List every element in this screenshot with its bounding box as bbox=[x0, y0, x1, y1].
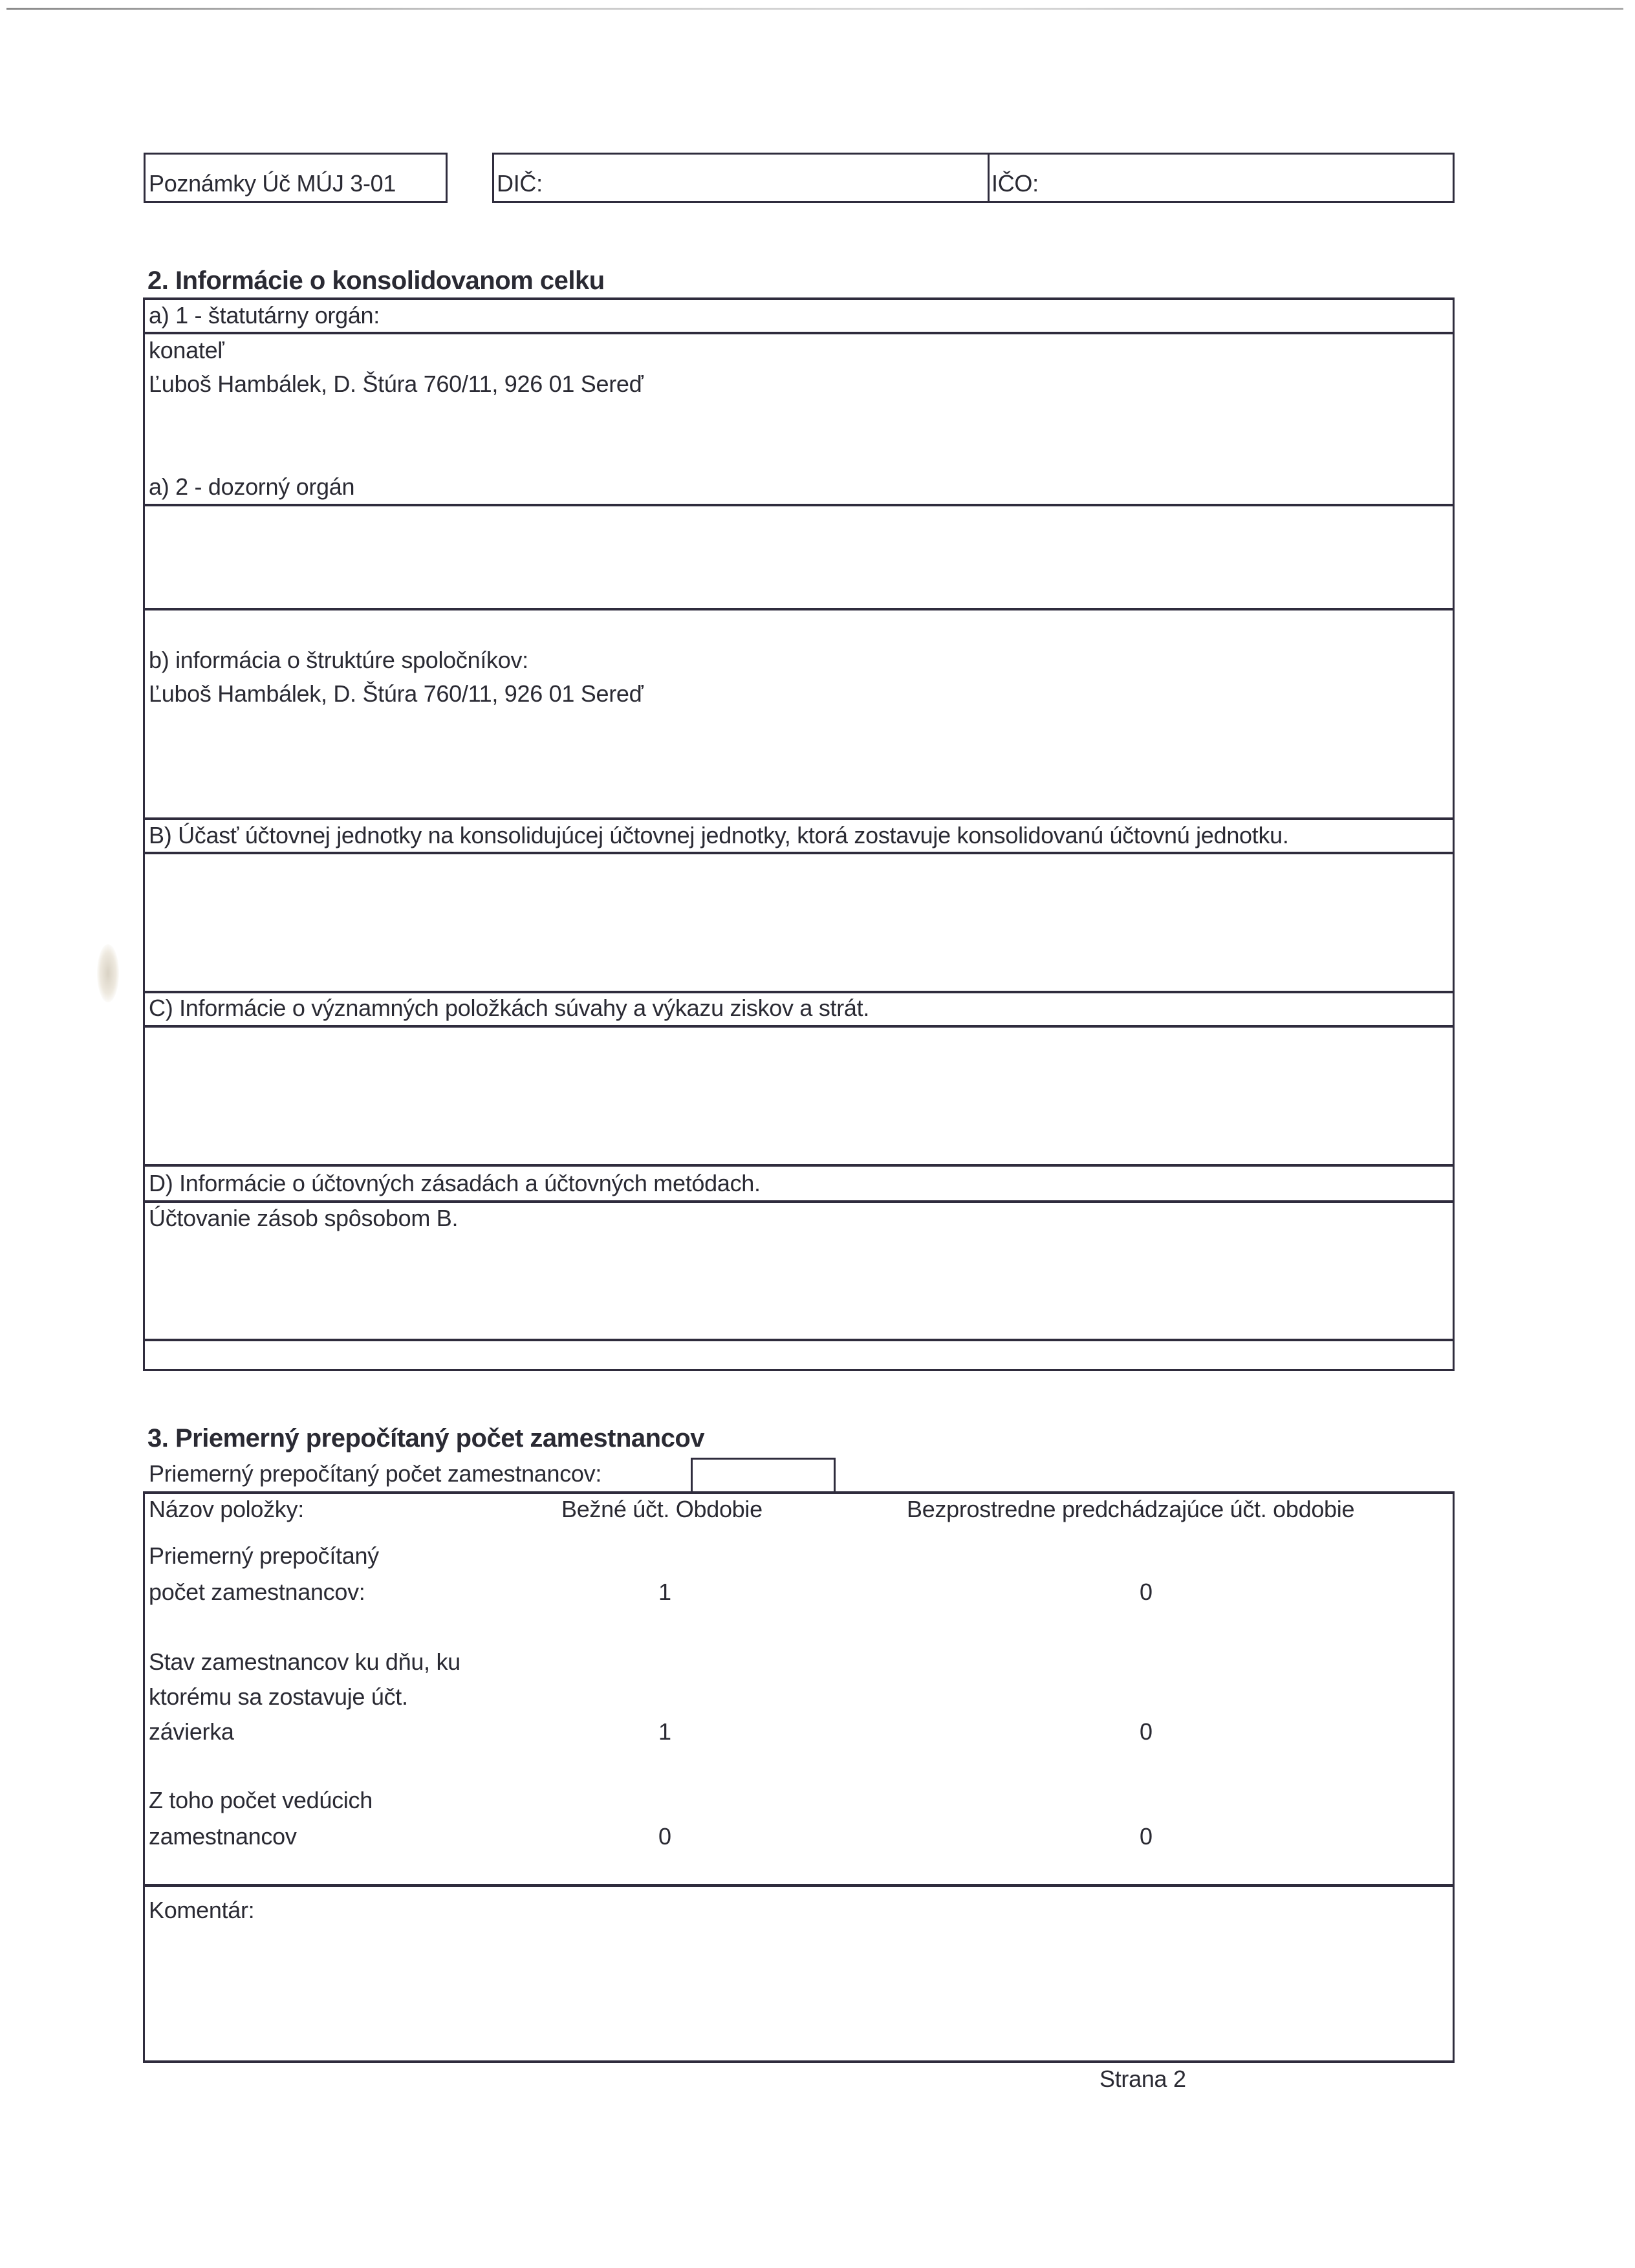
row-1-previous: 0 bbox=[1140, 1579, 1153, 1605]
row-3-previous: 0 bbox=[1140, 1823, 1153, 1850]
comment-value[interactable] bbox=[149, 1930, 1442, 2053]
C-top-divider bbox=[143, 991, 1455, 993]
avg-employees-label: Priemerný prepočítaný počet zamestnancov: bbox=[149, 1460, 602, 1487]
D-top-divider bbox=[143, 1164, 1455, 1167]
comment-label: Komentár: bbox=[149, 1897, 255, 1923]
D-bottom-divider bbox=[143, 1339, 1455, 1341]
B-label: B) Účasť účtovnej jednotky na konsolidujúcej účtovnej jednotky, ktorá zostavuje konsolidovanú účtovnú jednotku. bbox=[149, 822, 1289, 848]
b-label: b) informácia o štruktúre spoločníkov: bbox=[149, 647, 528, 673]
col-header-previous: Bezprostredne predchádzajúce účt. obdobie bbox=[907, 1496, 1355, 1522]
section-2-title: 2. Informácie o konsolidovanom celku bbox=[147, 266, 605, 295]
a1-line-2: Ľuboš Hambálek, D. Štúra 760/11, 926 01 Sereď bbox=[149, 371, 644, 397]
dic-ico-divider bbox=[988, 153, 990, 203]
row-1-current: 1 bbox=[658, 1579, 671, 1605]
a1-divider bbox=[143, 332, 1455, 334]
section-3-title: 3. Priemerný prepočítaný počet zamestnancov bbox=[147, 1424, 705, 1453]
scan-edge-line bbox=[6, 8, 1623, 10]
row-2-previous: 0 bbox=[1140, 1718, 1153, 1745]
row-3-current: 0 bbox=[658, 1823, 671, 1850]
b-line-1: Ľuboš Hambálek, D. Štúra 760/11, 926 01 Sereď bbox=[149, 680, 644, 707]
col-header-current: Bežné účt. Obdobie bbox=[561, 1496, 763, 1522]
row-2-label-line-1: Stav zamestnancov ku dňu, ku bbox=[149, 1648, 460, 1675]
D-label: D) Informácie o účtovných zásadách a účtovných metódach. bbox=[149, 1170, 761, 1196]
D-divider bbox=[143, 1200, 1455, 1203]
C-divider bbox=[143, 1025, 1455, 1028]
B-value[interactable] bbox=[149, 857, 1442, 986]
form-code: Poznámky Úč MÚJ 3-01 bbox=[149, 170, 396, 197]
scan-smudge bbox=[97, 944, 119, 1002]
B-divider bbox=[143, 852, 1455, 854]
a1-label: a) 1 - štatutárny orgán: bbox=[149, 302, 380, 329]
a2-value[interactable] bbox=[149, 511, 1442, 601]
row-1-label-line-1: Priemerný prepočítaný bbox=[149, 1542, 379, 1569]
row-2-current: 1 bbox=[658, 1718, 671, 1745]
a2-divider bbox=[143, 504, 1455, 506]
dic-label: DIČ: bbox=[497, 170, 543, 197]
D-extra-field[interactable] bbox=[149, 1344, 1442, 1367]
C-value[interactable] bbox=[149, 1031, 1442, 1154]
row-2-label-line-3: závierka bbox=[149, 1718, 234, 1745]
a2-bottom-divider bbox=[143, 608, 1455, 610]
ico-field[interactable] bbox=[1048, 169, 1436, 198]
row-2-label-line-2: ktorému sa zostavuje účt. bbox=[149, 1683, 408, 1710]
row-1-label-line-2: počet zamestnancov: bbox=[149, 1579, 365, 1605]
col-header-item: Názov položky: bbox=[149, 1496, 304, 1522]
dic-field[interactable] bbox=[550, 169, 977, 198]
page-number: Strana 2 bbox=[1099, 2066, 1186, 2092]
B-top-divider bbox=[143, 817, 1455, 820]
avg-employees-field[interactable] bbox=[691, 1458, 836, 1494]
ico-label: IČO: bbox=[991, 170, 1039, 197]
row-3-label-line-1: Z toho počet vedúcich bbox=[149, 1787, 373, 1813]
row-3-label-line-2: zamestnancov bbox=[149, 1823, 297, 1850]
D-line-1: Účtovanie zásob spôsobom B. bbox=[149, 1205, 459, 1231]
a2-label: a) 2 - dozorný orgán bbox=[149, 473, 355, 500]
C-label: C) Informácie o významných položkách súvahy a výkazu ziskov a strát. bbox=[149, 995, 870, 1021]
a1-line-1: konateľ bbox=[149, 337, 224, 363]
